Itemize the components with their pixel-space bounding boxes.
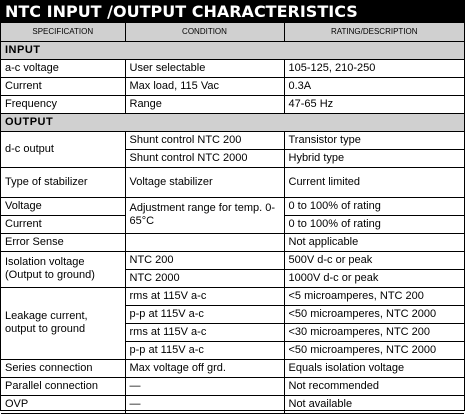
- spec-cell: Series connection: [1, 359, 125, 377]
- condition-cell: NTC 2000: [125, 269, 284, 287]
- condition-cell: Max load, 115 Vac: [125, 77, 284, 95]
- rating-cell: 1000V d-c or peak: [284, 269, 464, 287]
- condition-cell: p-p at 115V a-c: [125, 305, 284, 323]
- condition-cell: Adjustment range for temp. 0-65°C: [125, 197, 284, 233]
- condition-cell: —: [125, 377, 284, 395]
- spec-cell: Leakage current, output to ground: [1, 287, 125, 359]
- condition-cell: [125, 233, 284, 251]
- rating-cell: <50 microamperes, NTC 2000: [284, 305, 464, 323]
- condition-cell: —: [125, 395, 284, 413]
- table-row: [1, 251, 464, 269]
- section-input: [1, 41, 464, 59]
- spec-cell: a-c voltage: [1, 59, 125, 77]
- spec-cell: Parallel connection: [1, 377, 125, 395]
- condition-cell: p-p at 115V a-c: [125, 341, 284, 359]
- table-row: [1, 77, 464, 95]
- spec-cell: d-c output: [1, 131, 125, 167]
- table-row: [1, 167, 464, 197]
- condition-cell: rms at 115V a-c: [125, 323, 284, 341]
- table-row: [1, 59, 464, 77]
- condition-cell: Voltage stabilizer: [125, 167, 284, 197]
- spec-cell: Frequency: [1, 95, 125, 113]
- spec-cell: Current: [1, 215, 125, 233]
- rating-cell: 47-65 Hz: [284, 95, 464, 113]
- rating-cell: 500V d-c or peak: [284, 251, 464, 269]
- rating-cell: Transistor type: [284, 131, 464, 149]
- rating-cell: <30 microamperes, NTC 200: [284, 323, 464, 341]
- condition-cell: NTC 200: [125, 251, 284, 269]
- rating-cell: 0 to 100% of rating: [284, 197, 464, 215]
- spec-cell: Current: [1, 77, 125, 95]
- table-row: [1, 233, 464, 251]
- table-row: [1, 95, 464, 113]
- table-row: [1, 197, 464, 215]
- spec-cell: OVP: [1, 395, 125, 413]
- condition-cell: Shunt control NTC 2000: [125, 149, 284, 167]
- column-header-row: [1, 23, 464, 41]
- characteristics-table: [1, 23, 464, 414]
- condition-cell: rms at 115V a-c: [125, 287, 284, 305]
- column-header-specification: SPECIFICATION: [1, 23, 125, 41]
- rating-cell: Equals isolation voltage: [284, 359, 464, 377]
- rating-cell: 0.3A: [284, 77, 464, 95]
- rating-cell: 105-125, 210-250: [284, 59, 464, 77]
- section-label: OUTPUT: [1, 113, 464, 131]
- rating-cell: Hybrid type: [284, 149, 464, 167]
- condition-cell: Max voltage off grd.: [125, 359, 284, 377]
- section-label: INPUT: [1, 41, 464, 59]
- condition-cell: User selectable: [125, 59, 284, 77]
- spec-cell: Isolation voltage (Output to ground): [1, 251, 125, 287]
- condition-cell: Range: [125, 95, 284, 113]
- spec-cell: Type of stabilizer: [1, 167, 125, 197]
- table-row: [1, 131, 464, 149]
- table-row: [1, 287, 464, 305]
- spec-cell: Voltage: [1, 197, 125, 215]
- rating-cell: Current limited: [284, 167, 464, 197]
- rating-cell: Not available: [284, 395, 464, 413]
- page-title: NTC INPUT /OUTPUT CHARACTERISTICS: [1, 1, 464, 23]
- rating-cell: <50 microamperes, NTC 2000: [284, 341, 464, 359]
- column-header-condition: CONDITION: [125, 23, 284, 41]
- table-row: [1, 395, 464, 413]
- section-output: [1, 113, 464, 131]
- condition-cell: Shunt control NTC 200: [125, 131, 284, 149]
- rating-cell: 0 to 100% of rating: [284, 215, 464, 233]
- rating-cell: Not recommended: [284, 377, 464, 395]
- column-header-rating: RATING/DESCRIPTION: [284, 23, 464, 41]
- table-row: [1, 359, 464, 377]
- table-row: [1, 377, 464, 395]
- spec-cell: Error Sense: [1, 233, 125, 251]
- rating-cell: Not applicable: [284, 233, 464, 251]
- rating-cell: <5 microamperes, NTC 200: [284, 287, 464, 305]
